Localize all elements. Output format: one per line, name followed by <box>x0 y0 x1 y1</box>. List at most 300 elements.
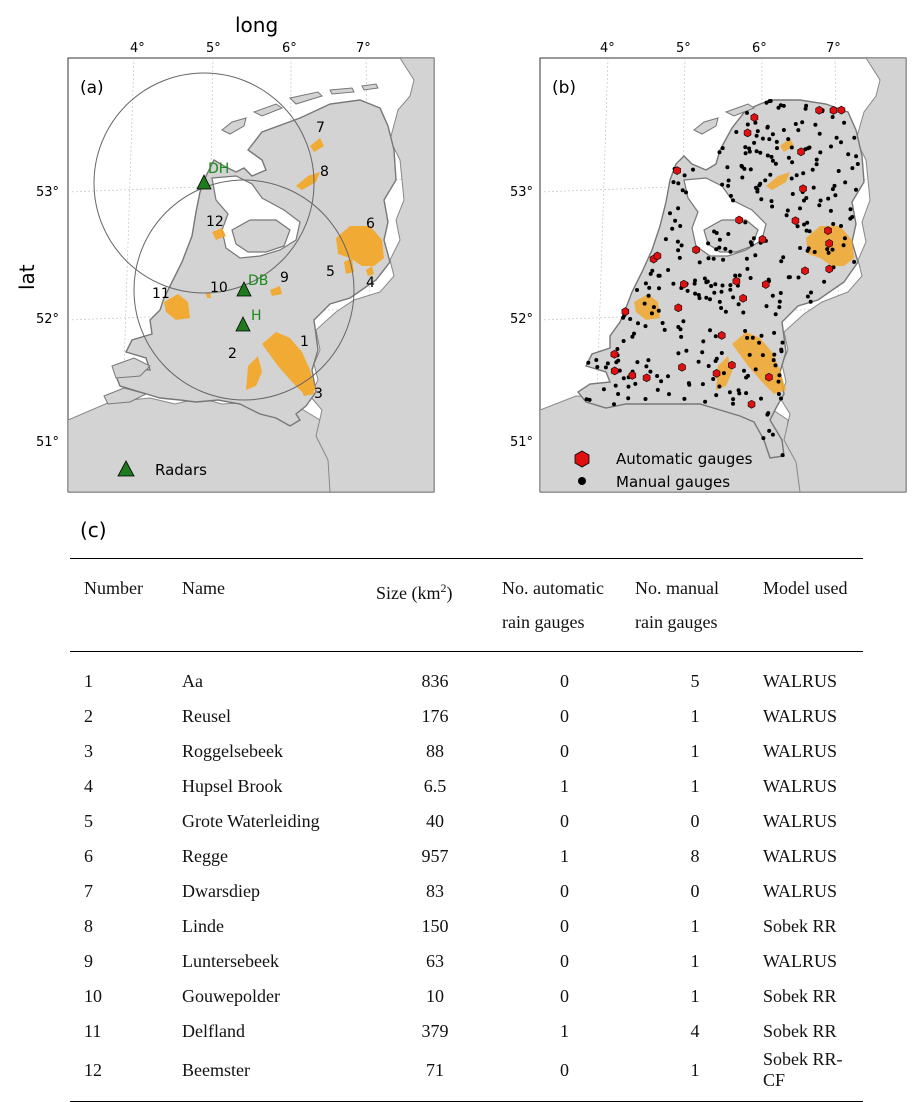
manual-gauge-dot <box>742 369 746 373</box>
manual-gauge-dot <box>657 274 661 278</box>
header-size <box>372 559 498 652</box>
manual-gauge-dot <box>680 243 684 247</box>
manual-gauge-dot <box>801 171 805 175</box>
cell-size: 88 <box>426 741 444 761</box>
manual-gauge-dot <box>717 385 721 389</box>
manual-gauge-dot <box>758 182 762 186</box>
manual-gauge-dot <box>678 256 682 260</box>
manual-gauge-dot <box>819 199 823 203</box>
table-row <box>70 769 863 804</box>
manual-gauge-dot <box>628 317 632 321</box>
manual-gauge-dot <box>643 302 647 306</box>
cell-model: WALRUS <box>763 741 838 761</box>
automatic-gauge-marker <box>766 373 773 381</box>
manual-gauge-dot <box>812 186 816 190</box>
cell-number: 12 <box>84 1059 102 1080</box>
cell-auto-gauges: 0 <box>560 741 569 761</box>
manual-gauge-dot <box>782 104 786 108</box>
cell-number: 8 <box>84 916 93 936</box>
manual-gauge-dot <box>818 132 822 136</box>
automatic-gauge-marker <box>693 246 700 254</box>
manual-gauge-dot <box>770 199 774 203</box>
manual-gauge-dot <box>604 365 608 369</box>
manual-gauge-dot <box>754 367 758 371</box>
manual-gauge-dot <box>635 288 639 292</box>
automatic-gauge-marker <box>680 280 687 288</box>
cell-manual-gauges: 5 <box>690 671 700 691</box>
automatic-gauge-marker <box>736 216 743 224</box>
manual-gauge-dot <box>644 397 648 401</box>
flevoland <box>232 220 290 252</box>
manual-gauge-dot <box>781 255 785 259</box>
manual-gauge-dot <box>701 382 705 386</box>
manual-gauge-dot <box>752 236 756 240</box>
manual-gauge-dot <box>676 181 680 185</box>
automatic-gauge-marker <box>838 106 845 114</box>
cell-manual-gauges: 1 <box>690 951 700 971</box>
manual-gauge-dot <box>726 232 730 236</box>
manual-gauge-dot <box>586 361 590 365</box>
manual-gauge-dot <box>595 365 599 369</box>
manual-gauge-dot <box>833 193 837 197</box>
manual-gauge-dot <box>707 364 711 368</box>
manual-gauge-dot <box>854 154 858 158</box>
manual-gauge-dot <box>774 312 778 316</box>
manual-gauge-dot <box>693 279 697 283</box>
manual-gauge-dot <box>843 236 847 240</box>
manual-gauge-dot <box>668 211 672 215</box>
manual-gauge-dot <box>822 280 826 284</box>
catchment-label-9: 9 <box>280 270 289 286</box>
manual-gauge-dot <box>655 374 659 378</box>
manual-gauge-dot <box>698 260 702 264</box>
cell-auto-gauges: 0 <box>560 951 569 971</box>
manual-gauge-dot <box>713 282 717 286</box>
manual-gauge-dot <box>712 291 716 295</box>
manual-gauge-dot <box>852 260 856 264</box>
manual-gauge-dot <box>781 453 785 457</box>
manual-gauge-dot <box>744 151 748 155</box>
radar-label-dh: DH <box>208 161 230 177</box>
manual-gauge-dot <box>701 339 705 343</box>
manual-gauge-dot <box>667 392 671 396</box>
cell-auto-gauges: 0 <box>560 881 569 901</box>
manual-gauge-dot <box>831 115 835 119</box>
manual-gauge-dot <box>671 282 675 286</box>
manual-gauge-dot <box>809 291 813 295</box>
manual-gauge-dot <box>805 229 809 233</box>
manual-gauge-dot <box>767 137 771 141</box>
manual-gauge-dot <box>815 158 819 162</box>
manual-gauge-dot <box>737 302 741 306</box>
manual-gauge-dot <box>712 230 716 234</box>
panel-a-label: (a) <box>80 78 104 98</box>
manual-gauge-dot <box>614 384 618 388</box>
manual-gauge-dot <box>767 429 771 433</box>
manual-gauge-dot <box>691 168 695 172</box>
manual-gauge-dot <box>774 363 778 367</box>
manual-gauge-dot <box>774 162 778 166</box>
manual-gauge-dot <box>693 292 697 296</box>
header-name: Name <box>182 578 225 598</box>
manual-gauge-dot <box>829 209 833 213</box>
manual-gauge-dot <box>765 413 769 417</box>
manual-gauge-dot <box>664 237 668 241</box>
manual-gauge-dot <box>837 169 841 173</box>
manual-gauge-dot <box>782 128 786 132</box>
cell-number: 1 <box>84 671 93 691</box>
lon-tick: 5° <box>206 41 221 56</box>
manual-gauge-dot <box>779 291 783 295</box>
automatic-gauge-marker <box>800 185 807 193</box>
manual-gauge-dot <box>761 353 765 357</box>
manual-gauge-dot <box>758 151 762 155</box>
cell-manual-gauges: 1 <box>690 916 700 936</box>
manual-gauge-dot <box>839 224 843 228</box>
lon-ticks-b <box>600 41 841 56</box>
manual-gauge-dot <box>753 253 757 257</box>
header-auto-line1: No. automatic <box>502 578 604 598</box>
manual-gauge-dot <box>731 295 735 299</box>
manual-gauge-dot <box>849 207 853 211</box>
manual-gauge-dot <box>779 397 783 401</box>
manual-gauge-dot <box>724 310 728 314</box>
manual-gauge-dot <box>748 353 752 357</box>
manual-gauge-dot <box>835 136 839 140</box>
manual-gauge-dot <box>703 400 707 404</box>
lat-tick: 52° <box>510 312 534 327</box>
manual-gauge-dot <box>644 364 648 368</box>
manual-gauge-dot <box>646 358 650 362</box>
manual-gauge-dot <box>798 206 802 210</box>
manual-gauge-dot <box>759 197 763 201</box>
manual-gauge-dot <box>709 284 713 288</box>
cell-auto-gauges: 0 <box>560 811 569 831</box>
automatic-gauge-marker <box>675 304 682 312</box>
manual-gauge-dot <box>786 137 790 141</box>
cell-manual-gauges: 1 <box>690 706 700 726</box>
cell-manual-gauges: 0 <box>690 811 700 831</box>
automatic-gauge-marker <box>629 371 636 379</box>
cell-size: 10 <box>426 986 444 1006</box>
header-number: Number <box>84 578 143 598</box>
manual-gauge-dot <box>768 173 772 177</box>
cell-auto-gauges: 0 <box>560 986 569 1006</box>
lat-tick: 51° <box>36 435 60 450</box>
manual-gauge-dot <box>711 377 715 381</box>
automatic-gauge-marker <box>748 400 755 408</box>
manual-gauge-dot <box>718 238 722 242</box>
manual-gauge-dot <box>633 382 637 386</box>
lon-tick: 4° <box>130 41 145 56</box>
manual-gauge-dot <box>723 247 727 251</box>
table-body <box>70 652 863 1102</box>
manual-gauge-dot <box>648 370 652 374</box>
header-size-sup: 2 <box>440 581 447 595</box>
manual-gauge-dot <box>771 433 775 437</box>
manual-gauge-dot <box>686 289 690 293</box>
manual-gauge-dot <box>649 272 653 276</box>
manual-gauge-dot <box>636 321 640 325</box>
manual-gauge-dot <box>775 140 779 144</box>
lat-tick: 51° <box>510 435 534 450</box>
manual-gauge-dot <box>681 319 685 323</box>
header-auto-gauges <box>498 559 631 652</box>
cell-model: Sobek RR <box>763 986 837 1006</box>
cell-name: Luntersebeek <box>182 951 279 971</box>
manual-gauge-dot <box>811 168 815 172</box>
lon-tick: 7° <box>826 41 841 56</box>
manual-gauge-dot <box>734 130 738 134</box>
manual-gauge-dot <box>626 396 630 400</box>
manual-gauge-dot <box>703 277 707 281</box>
manual-gauge-dot <box>728 283 732 287</box>
manual-gauge-dot <box>741 311 745 315</box>
cell-model: WALRUS <box>763 846 838 866</box>
cell-model: WALRUS <box>763 706 838 726</box>
manual-gauge-dot <box>848 217 852 221</box>
manual-gauge-dot <box>808 146 812 150</box>
manual-gauge-dot <box>615 347 619 351</box>
manual-gauge-dot <box>706 280 710 284</box>
manual-gauge-dot <box>749 240 753 244</box>
manual-gauge-dot <box>717 246 721 250</box>
manual-gauge-dot <box>726 184 730 188</box>
cell-model: WALRUS <box>763 811 838 831</box>
header-manual-line2: rain gauges <box>635 612 718 632</box>
manual-gauge-dot <box>770 205 774 209</box>
manual-gauge-dot <box>657 286 661 290</box>
cell-manual-gauges: 1 <box>690 741 700 761</box>
cell-manual-gauges: 1 <box>690 986 700 1006</box>
manual-gauge-dot <box>766 154 770 158</box>
manual-gauge-dot <box>661 321 665 325</box>
manual-gauge-dot <box>755 149 759 153</box>
panel-b-label: (b) <box>552 78 577 98</box>
manual-gauge-dot <box>752 141 756 145</box>
manual-gauge-dot <box>743 329 747 333</box>
map-panel-a <box>0 0 440 500</box>
manual-gauge-dot <box>708 328 712 332</box>
manual-gauge-dot <box>817 203 821 207</box>
manual-gauge-dot <box>818 150 822 154</box>
manual-gauge-dot <box>796 224 800 228</box>
manual-gauge-dot <box>644 324 648 328</box>
manual-gauge-dot <box>704 296 708 300</box>
cell-name: Hupsel Brook <box>182 776 283 796</box>
table-row <box>70 734 863 769</box>
cell-number: 3 <box>84 741 93 761</box>
cell-name: Grote Waterleiding <box>182 811 320 831</box>
lat-ticks-b <box>510 185 533 450</box>
manual-gauge-dot <box>771 159 775 163</box>
cell-number: 7 <box>84 881 93 901</box>
automatic-gauge-marker <box>825 227 832 235</box>
manual-gauge-dot <box>721 258 725 262</box>
cell-number: 11 <box>84 1021 102 1041</box>
radar-label-h: H <box>251 308 262 324</box>
lon-tick: 6° <box>282 41 297 56</box>
manual-gauge-dot <box>790 177 794 181</box>
automatic-gauge-legend-label: Automatic gauges <box>616 450 753 468</box>
manual-gauge-dot <box>672 180 676 184</box>
table-row <box>70 979 863 1014</box>
manual-gauge-dot <box>745 257 749 261</box>
manual-gauge-dot <box>728 288 732 292</box>
cell-name: Delfland <box>182 1021 245 1041</box>
manual-gauge-dot <box>679 335 683 339</box>
radar-label-db: DB <box>248 273 269 289</box>
cell-manual-gauges: 1 <box>690 1059 700 1080</box>
manual-gauge-dot <box>719 306 723 310</box>
manual-gauge-dot <box>602 387 606 391</box>
manual-gauge-dot <box>676 248 680 252</box>
automatic-gauge-marker <box>674 167 681 175</box>
table-row <box>70 699 863 734</box>
manual-gauge-dot <box>806 295 810 299</box>
manual-gauge-dot <box>745 336 749 340</box>
manual-gauge-dot <box>632 332 636 336</box>
manual-gauge-dot <box>749 167 753 171</box>
axis-lat-label: lat <box>15 264 39 290</box>
manual-gauge-dot <box>731 198 735 202</box>
cell-manual-gauges: 0 <box>690 881 700 901</box>
cell-name: Reusel <box>182 706 231 726</box>
automatic-gauge-marker <box>792 217 799 225</box>
lat-tick: 52° <box>36 312 60 327</box>
cell-name: Linde <box>182 916 224 936</box>
manual-gauge-dot <box>787 156 791 160</box>
manual-gauge-dot <box>627 385 631 389</box>
manual-gauge-dot <box>720 290 724 294</box>
manual-gauge-dot <box>697 360 701 364</box>
cell-manual-gauges: 8 <box>690 846 700 866</box>
cell-model: WALRUS <box>763 776 838 796</box>
map-panel-b <box>470 0 924 500</box>
manual-gauge-dot <box>743 145 747 149</box>
manual-gauge-dot <box>697 293 701 297</box>
manual-gauge-dot <box>852 136 856 140</box>
manual-gauge-dot <box>594 358 598 362</box>
header-size-text: Size (km <box>376 583 441 603</box>
manual-gauge-dot <box>746 123 750 127</box>
manual-gauge-dot <box>616 359 620 363</box>
cell-name: Aa <box>182 671 203 691</box>
manual-gauge-dot <box>777 305 781 309</box>
cell-number: 5 <box>84 811 93 831</box>
manual-gauge-dot <box>790 160 794 164</box>
header-auto-line2: rain gauges <box>502 612 585 632</box>
table-row <box>70 1049 863 1102</box>
cell-auto-gauges: 0 <box>560 916 569 936</box>
cell-auto-gauges: 0 <box>560 1059 569 1080</box>
automatic-gauge-marker <box>611 367 618 375</box>
panel-c-label: (c) <box>80 518 107 542</box>
automatic-gauge-marker <box>816 106 823 114</box>
header-size-close: ) <box>446 583 453 603</box>
catchment-label-11: 11 <box>152 286 170 302</box>
manual-gauge-dot <box>800 120 804 124</box>
manual-gauge-dot <box>842 121 846 125</box>
manual-gauge-dot <box>751 336 755 340</box>
manual-gauge-dot <box>714 393 718 397</box>
automatic-gauge-marker <box>826 265 833 273</box>
manual-gauge-dot <box>635 360 639 364</box>
manual-gauge-dot <box>804 196 808 200</box>
lon-tick: 4° <box>600 41 615 56</box>
cell-model: WALRUS <box>763 881 838 901</box>
radar-legend-label: Radars <box>155 461 207 479</box>
automatic-gauge-marker <box>759 235 766 243</box>
lon-ticks-a <box>130 41 371 56</box>
manual-gauge-dot <box>666 268 670 272</box>
manual-gauge-dot <box>708 297 712 301</box>
manual-gauge-dot <box>585 397 589 401</box>
catchment-table <box>70 558 863 1102</box>
manual-gauge-dot <box>826 197 830 201</box>
manual-gauge-dot <box>647 286 651 290</box>
cell-number: 9 <box>84 951 93 971</box>
manual-gauge-dot <box>746 374 750 378</box>
manual-gauge-dot <box>771 132 775 136</box>
manual-gauge-dot <box>854 188 858 192</box>
manual-gauge-dot <box>738 273 742 277</box>
cell-manual-gauges: 1 <box>690 776 700 796</box>
manual-gauge-dot <box>759 397 763 401</box>
manual-gauge-dot <box>727 179 731 183</box>
table-row <box>70 944 863 979</box>
manual-gauge-dot <box>684 190 688 194</box>
cell-size: 836 <box>421 671 449 691</box>
manual-gauge-dot <box>622 339 626 343</box>
manual-gauge-dot <box>622 376 626 380</box>
manual-gauge-dot <box>755 134 759 138</box>
manual-gauge-dot <box>616 392 620 396</box>
manual-gauge-dot <box>728 390 732 394</box>
manual-gauge-dot <box>612 402 616 406</box>
cell-name: Roggelsebeek <box>182 741 283 761</box>
manual-gauge-dot <box>679 327 683 331</box>
manual-gauge-dot <box>768 99 772 103</box>
manual-gauge-dot <box>745 111 749 115</box>
table-row <box>70 874 863 909</box>
manual-gauge-dot <box>766 125 770 129</box>
cell-size: 6.5 <box>423 776 447 796</box>
axis-long-label: long <box>235 13 279 37</box>
manual-gauge-dot <box>678 224 682 228</box>
lat-tick: 53° <box>510 185 534 200</box>
automatic-gauge-marker <box>643 374 650 382</box>
lat-ticks-a <box>36 185 59 450</box>
manual-gauge-dot <box>740 165 744 169</box>
manual-gauge-dot <box>809 300 813 304</box>
manual-gauge-dot <box>778 300 782 304</box>
manual-gauge-dot <box>813 123 817 127</box>
manual-gauge-dot <box>737 388 741 392</box>
manual-gauge-dot <box>842 243 846 247</box>
catchment-label-6: 6 <box>366 216 375 232</box>
catchment-label-7: 7 <box>316 120 325 136</box>
automatic-gauge-marker <box>802 267 809 275</box>
manual-gauge-dot <box>755 190 759 194</box>
lat-tick: 53° <box>36 185 60 200</box>
manual-gauge-dot <box>676 351 680 355</box>
cell-number: 6 <box>84 846 93 866</box>
manual-gauge-dot <box>721 146 725 150</box>
catchment-label-10: 10 <box>210 280 228 296</box>
manual-gauge-dot <box>722 371 726 375</box>
manual-gauge-dot <box>756 129 760 133</box>
